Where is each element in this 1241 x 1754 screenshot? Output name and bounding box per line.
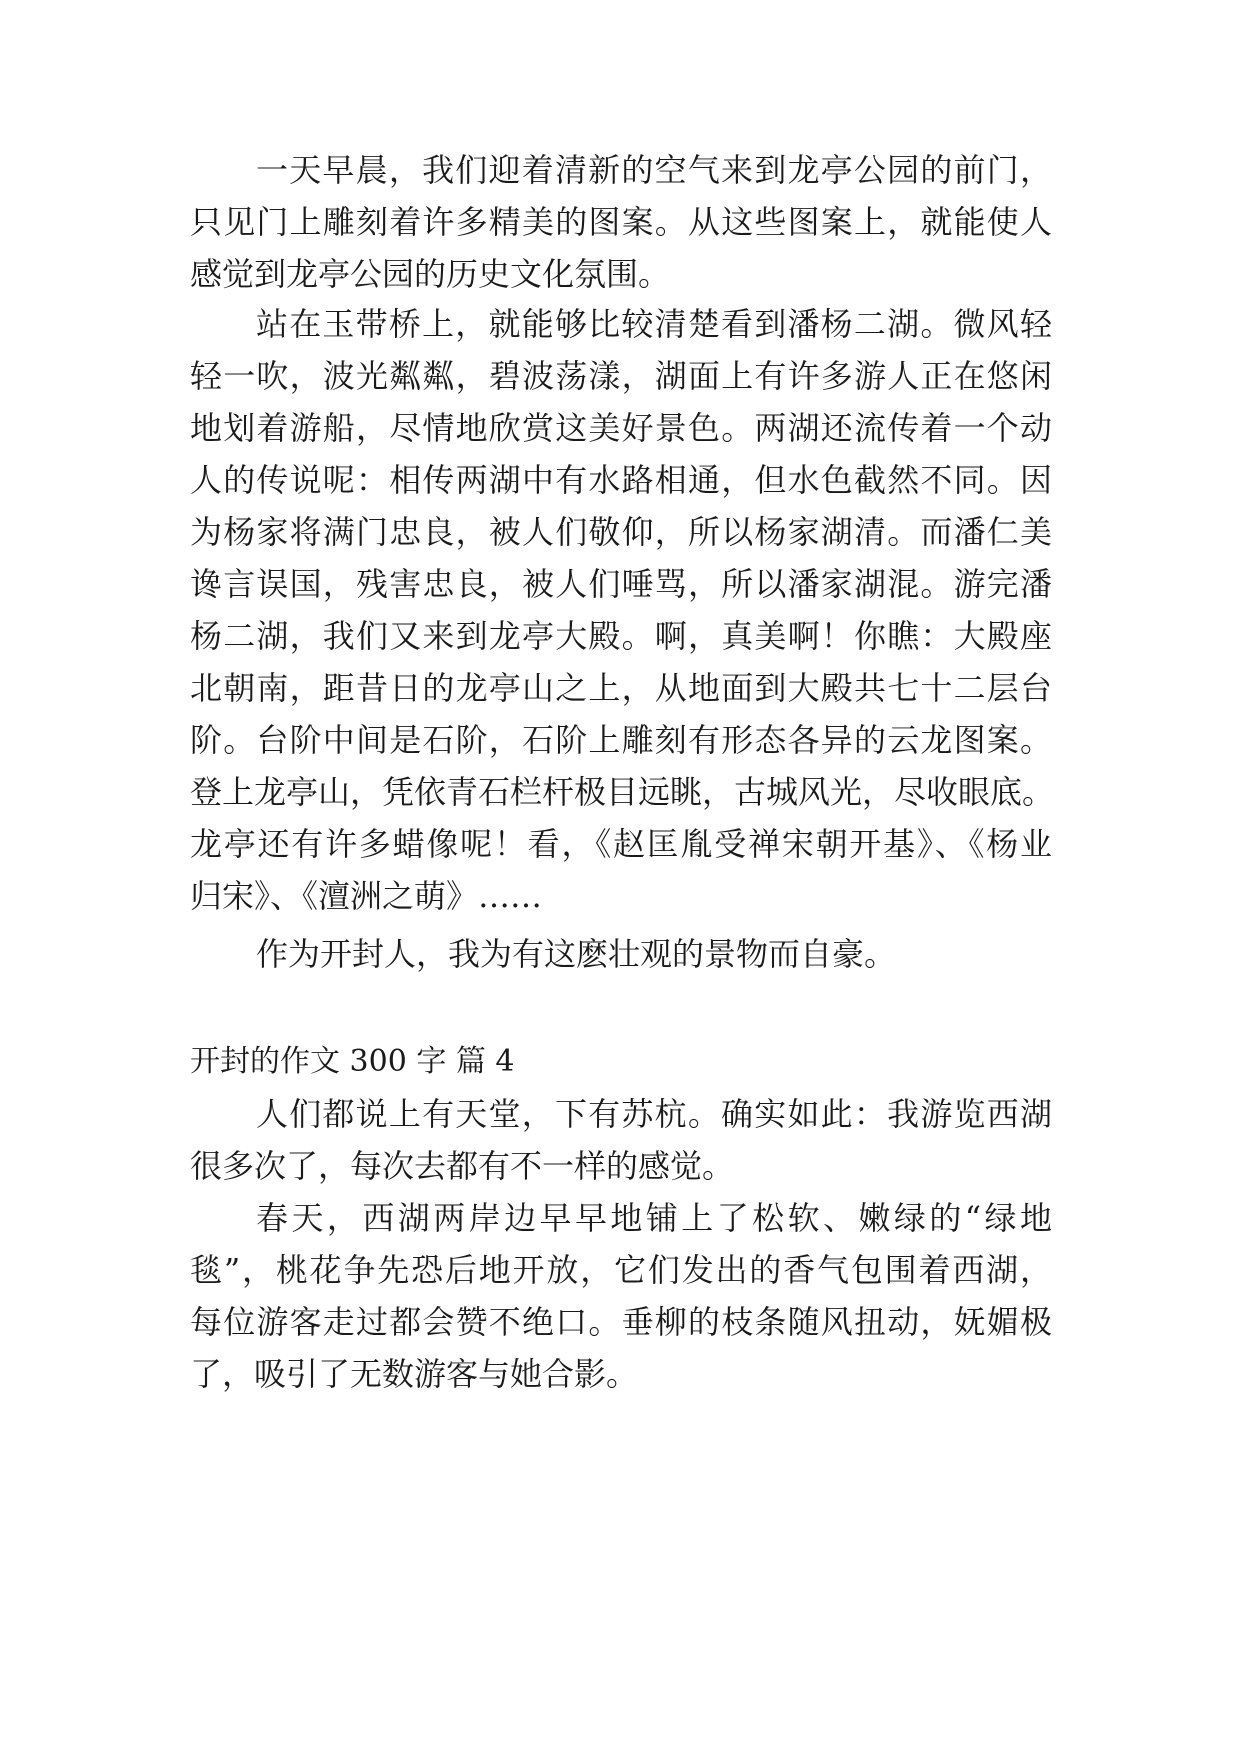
paragraph-line: 感觉到龙亭公园的历史文化氛围。 [190,255,671,293]
paragraph-line: 地划着游船，尽情地欣赏这美好景色。两湖还流传着一个动 [190,409,1052,447]
paragraph-line: 了，吸引了无数游客与她合影。 [190,1355,639,1393]
paragraph-line: 每位游客走过都会赞不绝口。垂柳的枝条随风扭动，妩媚极 [190,1303,1052,1341]
paragraph-line: 春天，西湖两岸边早早地铺上了松软、嫩绿的“绿地 [256,1199,1052,1237]
paragraph-line: 北朝南，距昔日的龙亭山之上，从地面到大殿共七十二层台 [190,669,1052,707]
paragraph-line: 登上龙亭山，凭依青石栏杆极目远眺，古城风光，尽收眼底。 [190,773,1055,811]
paragraph-line: 站在玉带桥上，就能够比较清楚看到潘杨二湖。微风轻 [256,305,1052,343]
paragraph-line: 阶。台阶中间是石阶，石阶上雕刻有形态各异的云龙图案。 [190,721,1052,759]
paragraph-line: 毯”，桃花争先恐后地开放，它们发出的香气包围着西湖， [190,1251,1052,1289]
paragraph-line: 作为开封人，我为有这麽壮观的景物而自豪。 [256,935,897,973]
paragraph-line: 谗言误国，残害忠良，被人们唾骂，所以潘家湖混。游完潘 [190,565,1052,603]
section-heading: 开封的作文 300 字 篇 4 [190,1044,515,1079]
paragraph-line: 人们都说上有天堂，下有苏杭。确实如此：我游览西湖 [256,1095,1052,1133]
paragraph-line: 轻一吹，波光粼粼，碧波荡漾，湖面上有许多游人正在悠闲 [190,357,1052,395]
paragraph-line: 杨二湖，我们又来到龙亭大殿。啊，真美啊！你瞧：大殿座 [190,617,1052,655]
paragraph-line: 一天早晨，我们迎着清新的空气来到龙亭公园的前门， [256,151,1052,189]
paragraph-line: 为杨家将满门忠良，被人们敬仰，所以杨家湖清。而潘仁美 [190,513,1052,551]
paragraph-line: 归宋》、《澶洲之萌》…… [190,877,543,915]
paragraph-line: 很多次了，每次去都有不一样的感觉。 [190,1147,735,1185]
paragraph-line: 人的传说呢：相传两湖中有水路相通，但水色截然不同。因 [190,461,1052,499]
paragraph-line: 龙亭还有许多蜡像呢！看，《赵匡胤受禅宋朝开基》、《杨业 [190,825,1052,863]
paragraph-line: 只见门上雕刻着许多精美的图案。从这些图案上，就能使人 [190,203,1052,241]
